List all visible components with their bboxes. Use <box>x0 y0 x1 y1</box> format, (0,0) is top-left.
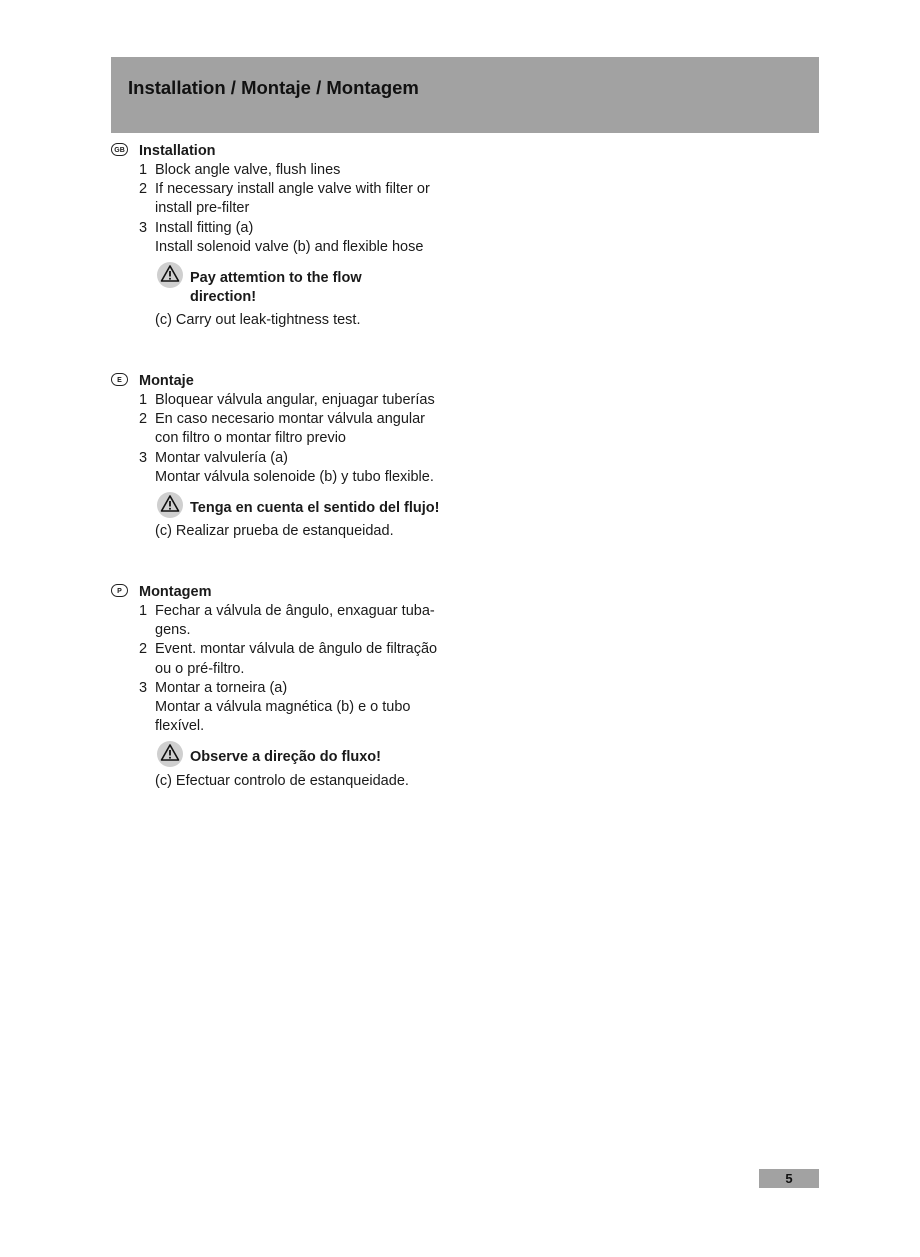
section-header <box>111 372 471 391</box>
step-1 <box>111 391 471 410</box>
step-2 <box>111 640 471 678</box>
step-text: If necessary install angle valve with filter or install pre-filter <box>155 181 430 217</box>
step-number: 2 <box>139 181 148 198</box>
warning-triangle-icon <box>157 741 183 767</box>
step-text: Bloquear válvula angular, enjuagar tuberías <box>155 392 435 408</box>
step-number: 2 <box>139 411 148 428</box>
step-3 <box>111 679 471 737</box>
step-text: Event. montar válvula de ângulo de filtração ou o pré-filtro. <box>155 641 438 677</box>
step-text: En caso necesario montar válvula angular con filtro o montar filtro previo <box>155 411 426 447</box>
warning-triangle-icon <box>157 492 183 518</box>
warning-triangle-icon <box>157 262 183 288</box>
step-text: Montar valvulería (a) Montar válvula solenoide (b) y tubo flexible. <box>155 449 434 485</box>
step-number: 1 <box>139 162 148 178</box>
section-title: Montagem <box>139 584 212 600</box>
note-text: (c) Efectuar controlo de estanqueidade. <box>155 772 409 789</box>
section-title: Installation <box>139 143 216 159</box>
warning-callout <box>155 492 471 518</box>
step-number: 3 <box>139 449 148 466</box>
step-text: Block angle valve, flush lines <box>155 162 341 178</box>
warning-callout <box>155 741 471 767</box>
step-text: Install fitting (a) Install solenoid valve (b) and flexible hose <box>155 219 424 255</box>
header-band <box>111 57 819 133</box>
language-badge-e: E <box>111 373 128 386</box>
step-1 <box>111 602 471 640</box>
step-2 <box>111 410 471 448</box>
note-text: (c) Carry out leak-tightness test. <box>155 312 361 329</box>
step-1 <box>111 161 471 180</box>
page-title: Installation / Montaje / Montagem <box>128 77 419 98</box>
step-number: 3 <box>139 679 148 696</box>
warning-text: Observe a direção do fluxo! <box>190 749 381 766</box>
language-badge-gb: GB <box>111 143 128 156</box>
page-number: 5 <box>759 1169 819 1188</box>
step-number: 2 <box>139 641 148 658</box>
warning-callout <box>155 262 471 307</box>
step-text: Fechar a válvula de ângulo, enxaguar tuba- gens. <box>155 603 435 639</box>
section-gb <box>111 142 471 331</box>
step-number: 1 <box>139 392 148 408</box>
section-e <box>111 372 471 541</box>
section-p <box>111 583 471 791</box>
language-badge-p: P <box>111 584 128 597</box>
note-text: (c) Realizar prueba de estanqueidad. <box>155 523 394 540</box>
section-header <box>111 583 471 602</box>
step-text: Montar a torneira (a) Montar a válvula magnética (b) e o tubo flexível. <box>155 679 411 735</box>
step-3 <box>111 449 471 487</box>
step-number: 1 <box>139 603 148 619</box>
step-number: 3 <box>139 219 148 236</box>
warning-text: Tenga en cuenta el sentido del flujo! <box>190 500 440 517</box>
section-header <box>111 142 471 161</box>
warning-text: Pay attemtion to the flow direction! <box>190 270 362 306</box>
step-2 <box>111 180 471 218</box>
section-title: Montaje <box>139 373 194 389</box>
step-3 <box>111 219 471 257</box>
